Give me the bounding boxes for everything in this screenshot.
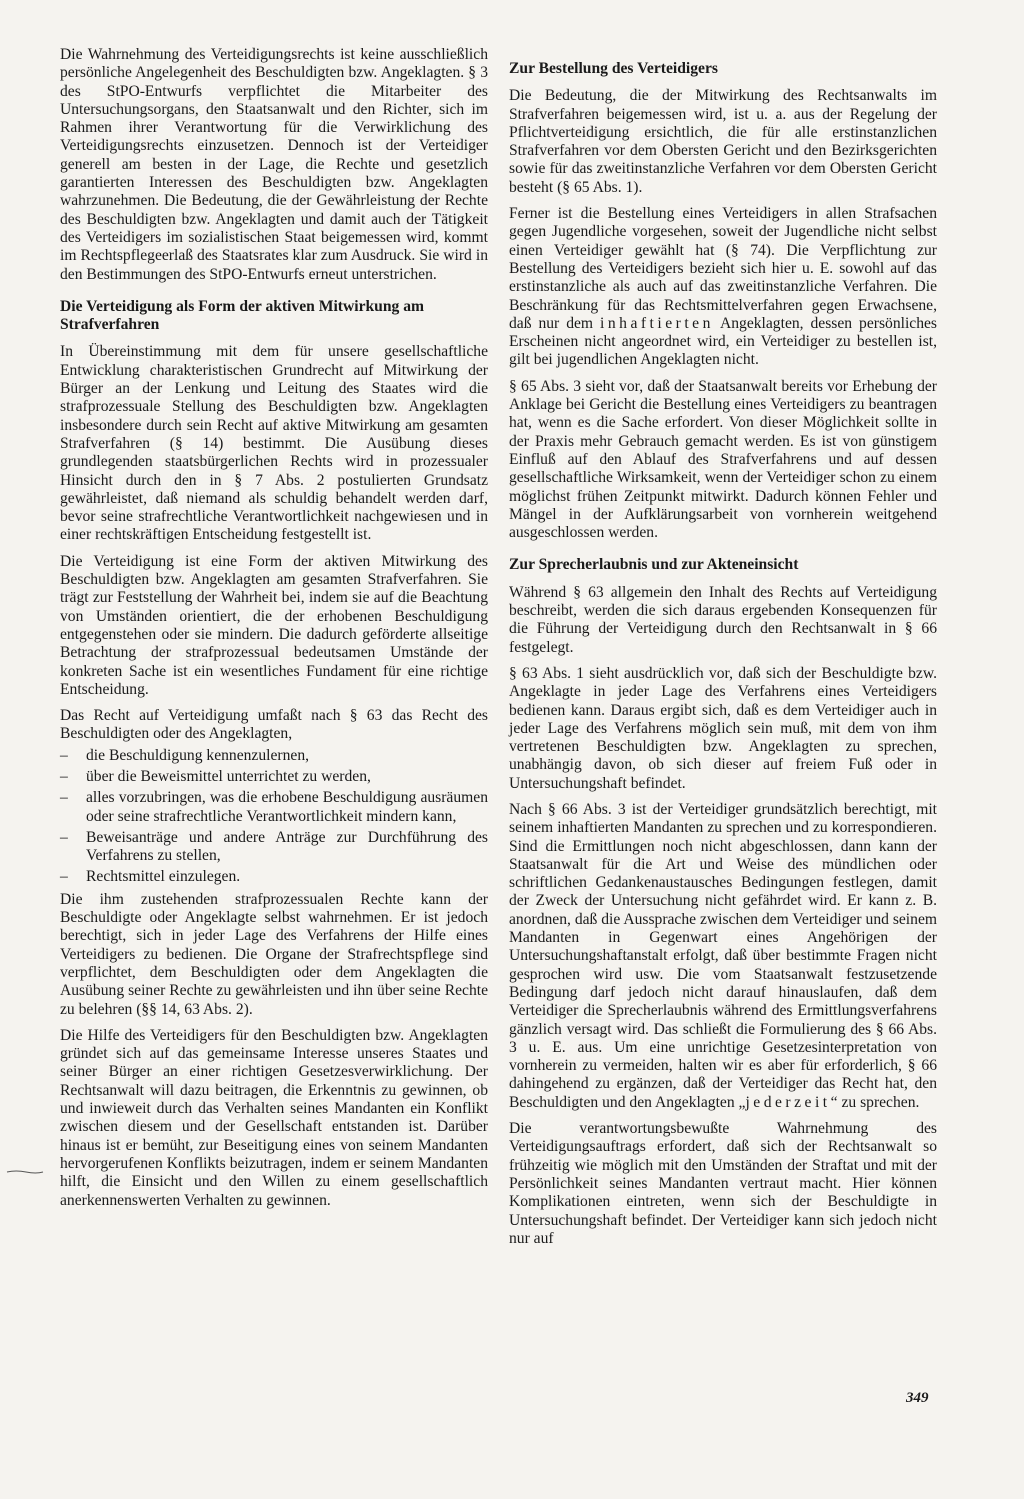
- left-column: [60, 46, 488, 1218]
- list-item-text: über die Beweismittel unterrichtet zu werden,: [86, 767, 371, 785]
- emphasized-word: jederzeit: [745, 1093, 831, 1111]
- section-heading: Die Verteidigung als Form der aktiven Mitwirkung am Strafverfahren: [60, 297, 424, 334]
- section-heading: Zur Sprecherlaubnis und zur Akteneinsicht: [509, 556, 799, 574]
- paragraph: Die Verteidigung ist eine Form der aktiven Mitwirkung des Beschuldigten bzw. Angeklagten am gesamten Strafverfahren. Sie trägt zur Feststellung der Wahrheit bei, indem sie auf die Beachtung von Umständen orientiert, die der erhobenen Beschuldigung entgegenstehen oder sie mindern. Die dadurch geförderte allseitige Betrachtung der strafprozessual bedeutsamen Umstände der konkreten Sache ist ein wesentliches Fundament für eine richtige Entscheidung.: [60, 552, 488, 698]
- list-item-text: Rechtsmittel einzulegen.: [86, 868, 241, 886]
- dash-bullet: –: [60, 746, 68, 764]
- dash-bullet: –: [60, 868, 68, 886]
- paragraph-text: “ zu sprechen.: [830, 1093, 920, 1111]
- paragraph: Die Bedeutung, die der Mitwirkung des Rechtsanwalts im Strafverfahren beigemessen wird, ist u. a. aus der Regelung der Pflichtverteidigung ersichtlich, die für alle erstinstanzlichen Strafverfahren vor dem Obersten Gericht und den Bezirksgerichten sowie für das zweitinstanzliche Verfahren vor dem Obersten Gericht besteht (§ 65 Abs. 1).: [509, 87, 937, 196]
- paragraph: Während § 63 allgemein den Inhalt des Rechts auf Verteidigung beschreibt, werden die sich daraus ergebenden Konsequenzen für die Führung der Verteidigung durch den Rechtsanwalt in § 66 festgelegt.: [509, 583, 937, 656]
- list-item: [60, 747, 488, 765]
- list-item: [60, 768, 488, 786]
- emphasized-word: inhaftierten: [600, 314, 714, 332]
- rights-list: [60, 747, 488, 887]
- list-item: [60, 868, 488, 886]
- dash-bullet: –: [60, 767, 68, 785]
- paragraph: § 65 Abs. 3 sieht vor, daß der Staatsanwalt bereits vor Erhebung der Anklage bei Gericht die Bestellung eines Verteidigers zu beantragen hat, wenn es die Sache erfordert. Von dieser Möglichkeit sollte in der Praxis mehr Gebrauch gemacht werden. Es ist von günstigem Einfluß auf den Ablauf des Strafverfahrens und auf dessen gesellschaftliche Wirksamkeit, wenn der Verteidiger schon zu einem möglichst frühen Zeitpunkt mitwirkt. Dadurch können Fehler und Mängel in der Aufklärungsarbeit von vornherein weitgehend ausgeschlossen werden.: [509, 377, 937, 542]
- list-item-text: Beweisanträge und andere Anträge zur Durchführung des Verfahrens zu stellen,: [86, 828, 488, 865]
- section-heading: Zur Bestellung des Verteidigers: [509, 60, 718, 77]
- paragraph: § 63 Abs. 1 sieht ausdrücklich vor, daß sich der Beschuldigte bzw. Angeklagte in jeder Lage des Verfahrens eines Verteidigers bedienen kann. Daraus ergibt sich, daß es dem Verteidiger auch in jeder Lage des Verfahrens möglich sein muß, mit dem von ihm vertretenen Beschuldigten bzw. Angeklagten zu sprechen, unabhängig davon, ob sich dieser auf freiem Fuß oder in Untersuchungshaft befindet.: [509, 664, 937, 792]
- paragraph: [509, 205, 937, 370]
- paragraph-text: Nach § 66 Abs. 3 ist der Verteidiger grundsätzlich berechtigt, mit seinem inhaftierten Mandanten zu sprechen und zu korrespondieren. Sind die Ermittlungen noch nicht abgeschlossen, dann kann der Staatsanwalt für die Art und Weise des mündlichen oder schriftlichen Gedankenaustausches Bedingungen festlegen, damit der Zweck der Untersuchung nicht gefährdet wird. Er kann z. B. anordnen, daß die Aussprache zwischen dem Verteidiger und seinem Mandanten in Gegenwart eines Angehörigen der Untersuchungshaftanstalt erfolgt, daß über bestimmte Fragen nicht gesprochen wird usw. Die vom Staatsanwalt festzusetzende Bedingung darf jedoch nicht darauf hinauslaufen, daß dem Verteidiger die Sprecherlaubnis während des Ermittlungsverfahrens gänzlich versagt wird. Das schließt die Formulierung des § 66 Abs. 3 u. E. aus. Um eine unrichtige Gesetzesinterpretation von vornherein zu vermeiden, halten wir es aber für erforderlich, § 66 dahingehend zu ergänzen, daß der Verteidiger das Recht hat, den Beschuldigten und den Angeklagten „: [509, 800, 937, 1111]
- list-item: [60, 789, 488, 826]
- list-item-text: die Beschuldigung kennenzulernen,: [86, 746, 310, 764]
- paragraph: Die Wahrnehmung des Verteidigungsrechts ist keine ausschließlich persönliche Angelegenheit des Beschuldigten bzw. Angeklagten. § 3 des StPO-Entwurfs verpflichtet die Mitarbeiter des Untersuchungsorgans, den Staatsanwalt und den Richter, sich im Rahmen ihrer Verantwortung für die Verwirklichung des Verteidigungsrechts einzusetzen. Dennoch ist der Verteidiger generell am besten in der Lage, die Rechte und gesetzlich garantierten Interessen des Beschuldigten bzw. Angeklagten wahrzunehmen. Die Bedeutung, die der Gewährleistung der Rechte des Beschuldigten bzw. Angeklagten und damit auch der Tätigkeit des Verteidigers im sozialistischen Staat beigemessen wird, kommt im Rechtspflegeerlaß des Staatsrates klar zum Ausdruck. Sie wird in den Bestimmungen des StPO-Entwurfs erneut unterstrichen.: [60, 46, 488, 283]
- dash-bullet: –: [60, 828, 68, 846]
- margin-pencil-mark: [6, 1162, 44, 1168]
- list-item-text: alles vorzubringen, was die erhobene Beschuldigung ausräumen oder seine strafrechtliche Verantwortlichkeit mindern kann,: [86, 789, 488, 825]
- dash-bullet: –: [60, 789, 68, 807]
- paragraph: Die verantwortungsbewußte Wahrnehmung des Verteidigungsauftrags erfordert, daß sich der Rechtsanwalt so frühzeitig wie möglich mit den Umständen der Straftat und mit der Persönlichkeit seines Mandanten vertraut macht. Hier können Komplikationen eintreten, wenn sich der Beschuldigte in Untersuchungshaft befindet. Der Verteidiger kann sich jedoch nicht nur auf: [509, 1120, 937, 1247]
- paragraph: Die Hilfe des Verteidigers für den Beschuldigten bzw. Angeklagten gründet sich auf das gemeinsame Interesse unseres Staates und seiner Bürger an einer richtigen Gesetzesverwirklichung. Der Rechtsanwalt will dazu beitragen, die Erkenntnis zu gewinnen, ob und inwieweit durch das Verhalten seines Mandanten ein Konflikt zwischen diesem und der Gesellschaft entstanden ist. Darüber hinaus ist er bemüht, zur Beseitigung eines von seinem Mandanten hervorgerufenen Konflikts beizutragen, indem er seinem Mandanten hilft, die Einsicht und den Willen zu einem gesellschaftlich anerkennenswerten Verhalten zu gewinnen.: [60, 1026, 488, 1209]
- paragraph: In Übereinstimmung mit dem für unsere gesellschaftliche Entwicklung charakteristischen Grundrecht auf Mitwirkung der Bürger an der Lenkung und Leitung des Staates wird die strafprozessuale Stellung des Beschuldigten bzw. Angeklagten insbesondere durch sein Recht auf aktive Mitwirkung am gesamten Strafverfahren (§ 14) bestimmt. Die Ausübung dieses grundlegenden staatsbürgerlichen Rechts wird in prozessualer Hinsicht durch den in § 7 Abs. 2 postulierten Grundsatz gewährleistet, daß niemand als schuldig behandelt werden darf, bevor seine strafrechtliche Verantwortlichkeit nachgewiesen und in einer rechtskräftigen Entscheidung festgestellt ist.: [60, 343, 488, 544]
- paragraph-text: Angeklagten, dessen persönliches Erscheinen nicht angeordnet wird, ein Verteidiger zu bestellen ist, gilt bei jugendlichen Angeklagten nicht.: [509, 314, 937, 369]
- right-column: [509, 46, 937, 1256]
- paragraph-text: Ferner ist die Bestellung eines Verteidigers in allen Strafsachen gegen Jugendliche vorgesehen, soweit der Jugendliche nicht selbst einen Verteidiger gewählt hat (§ 74). Die Verpflichtung zur Bestellung des Verteidigers bezieht sich hier u. E. sowohl auf das erstinstanzliche als auch auf das zweitinstanzliche Verfahren. Die Beschränkung für das Rechtsmittelverfahren gegen Erwachsene, daß nur dem: [509, 205, 937, 332]
- page-number: 349: [906, 1390, 929, 1406]
- paragraph: [509, 801, 937, 1112]
- paragraph: Das Recht auf Verteidigung umfaßt nach § 63 das Recht des Beschuldigten oder des Angeklagten,: [60, 707, 488, 743]
- list-item: [60, 829, 488, 866]
- paragraph: Die ihm zustehenden strafprozessualen Rechte kann der Beschuldigte oder Angeklagte selbst wahrnehmen. Er ist jedoch berechtigt, sich in jeder Lage des Verfahrens der Hilfe eines Verteidigers zu bedienen. Die Organe der Strafrechtspflege sind verpflichtet, dem Beschuldigten oder dem Angeklagten die Ausübung seiner Rechte zu gewährleisten und ihn über seine Rechte zu belehren (§§ 14, 63 Abs. 2).: [60, 890, 488, 1018]
